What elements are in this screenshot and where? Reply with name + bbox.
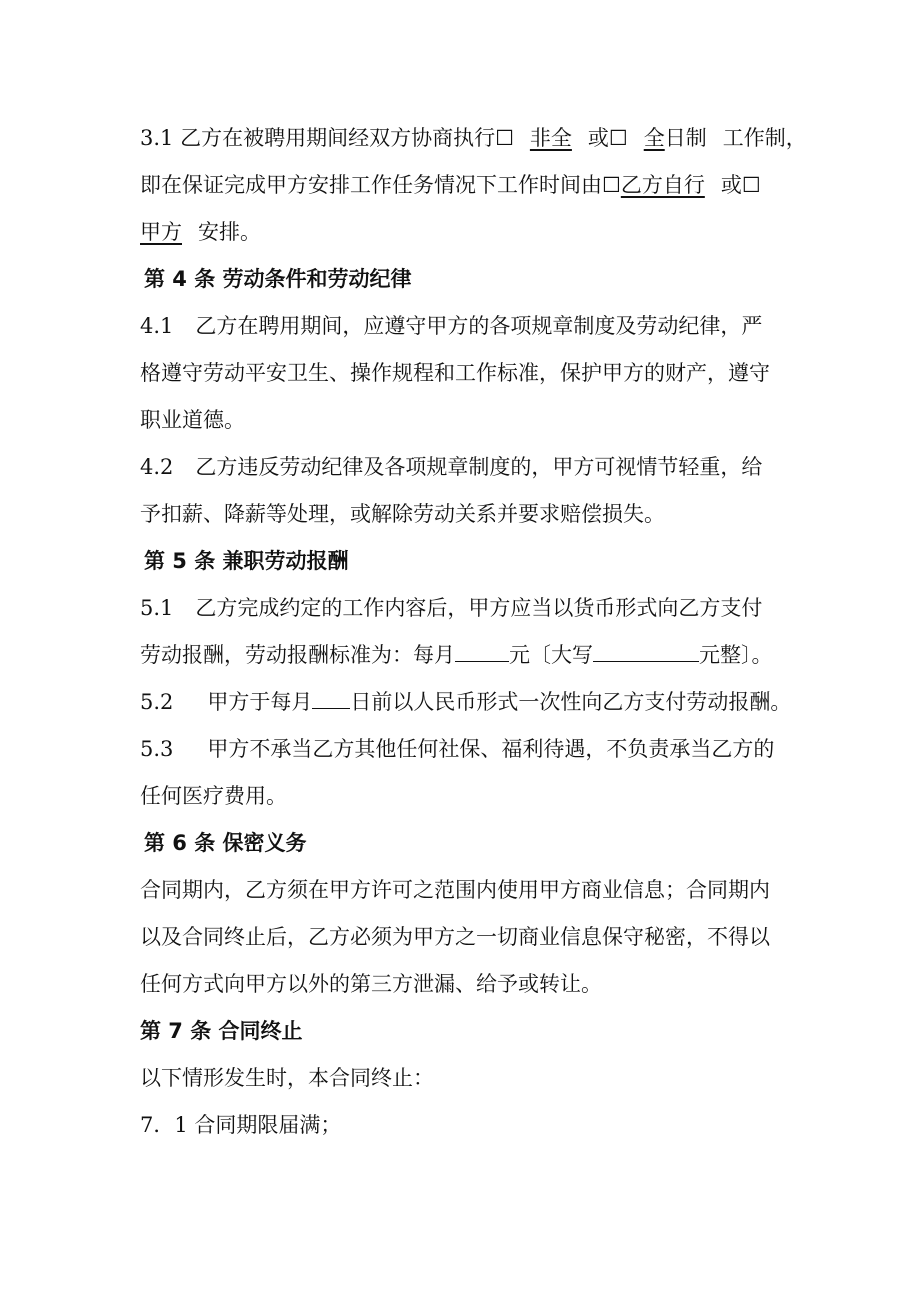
clause-5-1-line-1 — [140, 585, 790, 632]
clause-5-3-line-2: 任何医疗费用。 — [140, 784, 287, 808]
clause-text: 甲方不承当乙方其他任何社保、福利待遇，不负责承当乙方的 — [207, 737, 775, 761]
amount-in-words-blank[interactable] — [593, 639, 699, 662]
clause-text: 乙方违反劳动纪律及各项规章制度的，甲方可视情节轻重，给 — [195, 455, 763, 479]
contract-body — [140, 115, 807, 1149]
or-text: 或 — [720, 173, 742, 197]
clause-number: 5.2 — [140, 690, 174, 714]
clause-text: 安排。 — [198, 220, 261, 244]
option-party-b: 乙方自行 — [620, 173, 705, 197]
checkbox-icon[interactable]: ☐ — [495, 126, 514, 150]
clause-4-2-line-1 — [140, 444, 790, 491]
clause-text: 工作制， — [722, 126, 807, 150]
clause-4-1-line-2: 格遵守劳动平安卫生、操作规程和工作标准，保护甲方的财产，遵守 — [140, 361, 770, 385]
checkbox-icon[interactable]: ☐ — [608, 126, 628, 150]
clause-text: 元〔大写 — [509, 643, 593, 667]
clause-number: 4.2 — [140, 455, 174, 479]
checkbox-icon[interactable]: ☐ — [602, 173, 621, 197]
clause-3-1-line-3 — [140, 209, 790, 256]
clause-4-1-line-1 — [140, 303, 790, 350]
article-7-heading: 第 7 条 合同终止 — [140, 1019, 303, 1043]
article-6-line-3: 任何方式向甲方以外的第三方泄漏、给予或转让。 — [140, 972, 602, 996]
clause-5-2-line-1 — [140, 679, 790, 726]
article-5-heading: 第 5 条 兼职劳动报酬 — [144, 549, 349, 573]
clause-number: 5.3 — [140, 737, 174, 761]
option-part-time: 非全 — [529, 126, 572, 150]
option-party-a: 甲方 — [140, 220, 182, 244]
clause-text: 即在保证完成甲方安排工作任务情况下工作时间由 — [140, 173, 602, 197]
clause-text: 3.1 乙方在被聘用期间经双方协商执行 — [140, 126, 496, 150]
clause-5-1-line-2 — [140, 632, 790, 679]
article-6-line-2: 以及合同终止后，乙方必须为甲方之一切商业信息保守秘密，不得以 — [140, 925, 770, 949]
article-4-heading: 第 4 条 劳动条件和劳动纪律 — [144, 267, 412, 291]
article-6-heading: 第 6 条 保密义务 — [144, 831, 307, 855]
clause-3-1-line-2 — [140, 162, 790, 209]
clause-4-2-line-2: 予扣薪、降薪等处理，或解除劳动关系并要求赔偿损失。 — [140, 502, 665, 526]
or-text: 或 — [587, 126, 609, 150]
option-full-time-underlined: 全 — [643, 126, 665, 150]
clause-4-1-line-3: 职业道德。 — [140, 408, 245, 432]
option-full-time-rest: 日制 — [664, 126, 707, 150]
pay-day-blank[interactable] — [312, 686, 350, 709]
clause-text: 乙方在聘用期间，应遵守甲方的各项规章制度及劳动纪律，严 — [195, 314, 763, 338]
clause-text: 元整〕。 — [699, 643, 773, 667]
clause-number: 4.1 — [140, 314, 174, 338]
clause-text: 乙方完成约定的工作内容后，甲方应当以货币形式向乙方支付 — [195, 596, 763, 620]
clause-text: 甲方于每月 — [207, 690, 313, 714]
clause-3-1-line-1 — [140, 115, 807, 162]
clause-text: 日前以人民币形式一次性向乙方支付劳动报酬。 — [350, 690, 792, 714]
monthly-amount-blank[interactable] — [455, 639, 509, 662]
checkbox-icon[interactable]: ☐ — [741, 173, 761, 197]
clause-5-3-line-1 — [140, 726, 790, 773]
clause-7-1: 7．1 合同期限届满； — [140, 1113, 342, 1137]
article-7-intro: 以下情形发生时，本合同终止： — [140, 1066, 434, 1090]
clause-number: 5.1 — [140, 596, 174, 620]
clause-text: 劳动报酬，劳动报酬标准为：每月 — [140, 643, 455, 667]
article-6-line-1: 合同期内，乙方须在甲方许可之范围内使用甲方商业信息；合同期内 — [140, 878, 770, 902]
